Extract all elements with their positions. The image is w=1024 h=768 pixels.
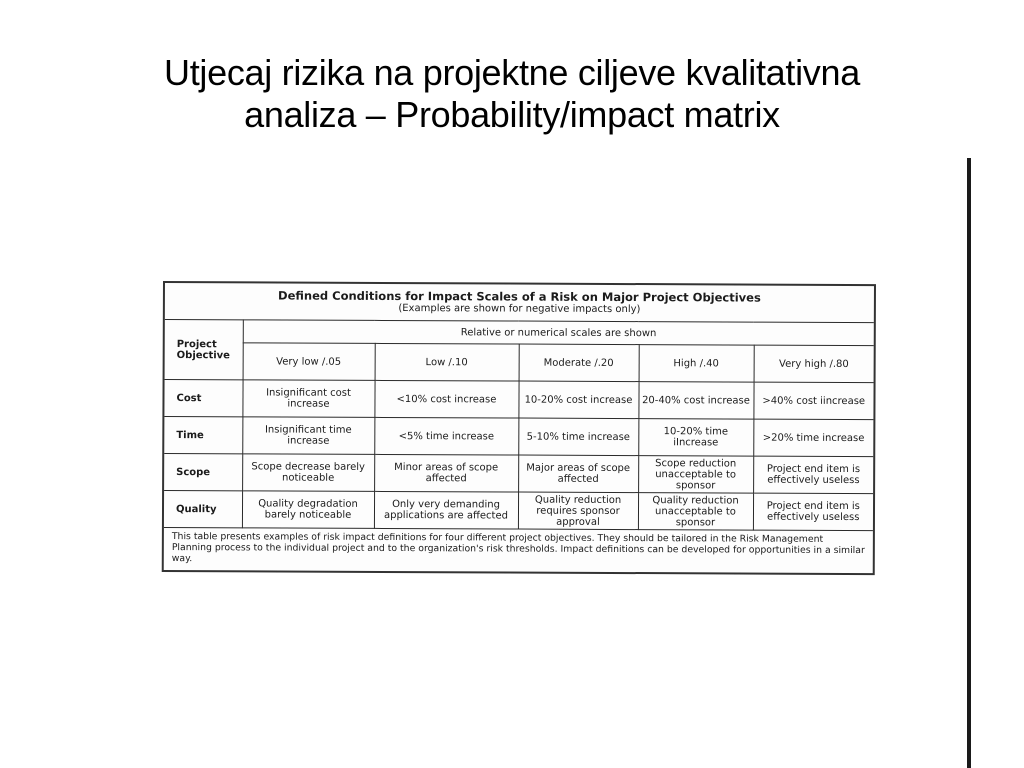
table-cell: 10-20% cost increase xyxy=(518,381,638,419)
table-cell: 10-20% time iIncrease xyxy=(638,419,753,457)
table-cell: <10% cost increase xyxy=(374,380,518,418)
row-header-cost: Cost xyxy=(164,380,242,417)
table-cell: Only very demanding applications are affected xyxy=(374,491,518,529)
table-cell: 20-40% cost increase xyxy=(638,382,753,420)
table-cell: <5% time increase xyxy=(374,417,518,455)
table-cell: Insignificant cost increase xyxy=(242,380,374,418)
table-caption-cell xyxy=(165,283,874,323)
level-header: Very low /.05 xyxy=(243,343,375,381)
level-header: High /.40 xyxy=(639,345,754,383)
slide-title-line-1: Utjecaj rizika na projektne ciljeve kvalitativna xyxy=(164,52,860,93)
table-cell: 5-10% time increase xyxy=(518,418,638,456)
table-row-quality xyxy=(164,491,873,531)
table-cell: Quality degradation barely noticeable xyxy=(242,491,374,529)
table-caption: Defined Conditions for Impact Scales of a Risk on Major Project Objectives xyxy=(278,288,761,305)
level-header: Low /.10 xyxy=(375,343,519,381)
row-header-scope: Scope xyxy=(164,454,242,491)
table-cell: Project end item is effectively useless xyxy=(753,456,873,494)
table-cell: Project end item is effectively useless xyxy=(753,493,873,531)
table-cell: Major areas of scope affected xyxy=(518,455,638,493)
slide-title xyxy=(80,52,944,136)
table-cell: Quality reduction requires sponsor approval xyxy=(518,492,638,530)
impact-scale-table-image xyxy=(162,281,876,575)
table-cell: Insignificant time increase xyxy=(242,417,374,455)
impact-scale-table xyxy=(164,283,874,571)
impact-levels-row xyxy=(165,343,874,383)
scales-note: Relative or numerical scales are shown xyxy=(243,320,874,346)
table-row-scope xyxy=(164,454,873,494)
vertical-divider-line xyxy=(967,158,971,768)
slide-title-line-2: analiza – Probability/impact matrix xyxy=(244,94,780,135)
level-header: Very high /.80 xyxy=(754,345,874,383)
table-footnote: This table presents examples of risk impact definitions for four different project objectives. They should be tailored in the Risk Management Planning process to the individual project and to the organization's risk thresholds. Impact definitions can be developed for opportunities in a similar way. xyxy=(164,528,873,572)
table-row-time xyxy=(164,417,873,457)
table-cell: Scope decrease barely noticeable xyxy=(242,454,374,492)
table-subcaption: (Examples are shown for negative impacts only) xyxy=(398,302,641,315)
table-cell: Scope reduction unacceptable to sponsor xyxy=(638,456,753,494)
row-header-time: Time xyxy=(164,417,242,454)
table-cell: Quality reduction unacceptable to sponsor xyxy=(638,493,753,531)
table-cell: >20% time increase xyxy=(753,419,873,457)
project-objective-header: Project Objective xyxy=(165,320,243,380)
row-header-quality: Quality xyxy=(164,491,242,528)
table-cell: >40% cost iincrease xyxy=(753,382,873,420)
table-row-cost xyxy=(164,380,873,420)
level-header: Moderate /.20 xyxy=(519,344,639,382)
table-cell: Minor areas of scope affected xyxy=(374,454,518,492)
